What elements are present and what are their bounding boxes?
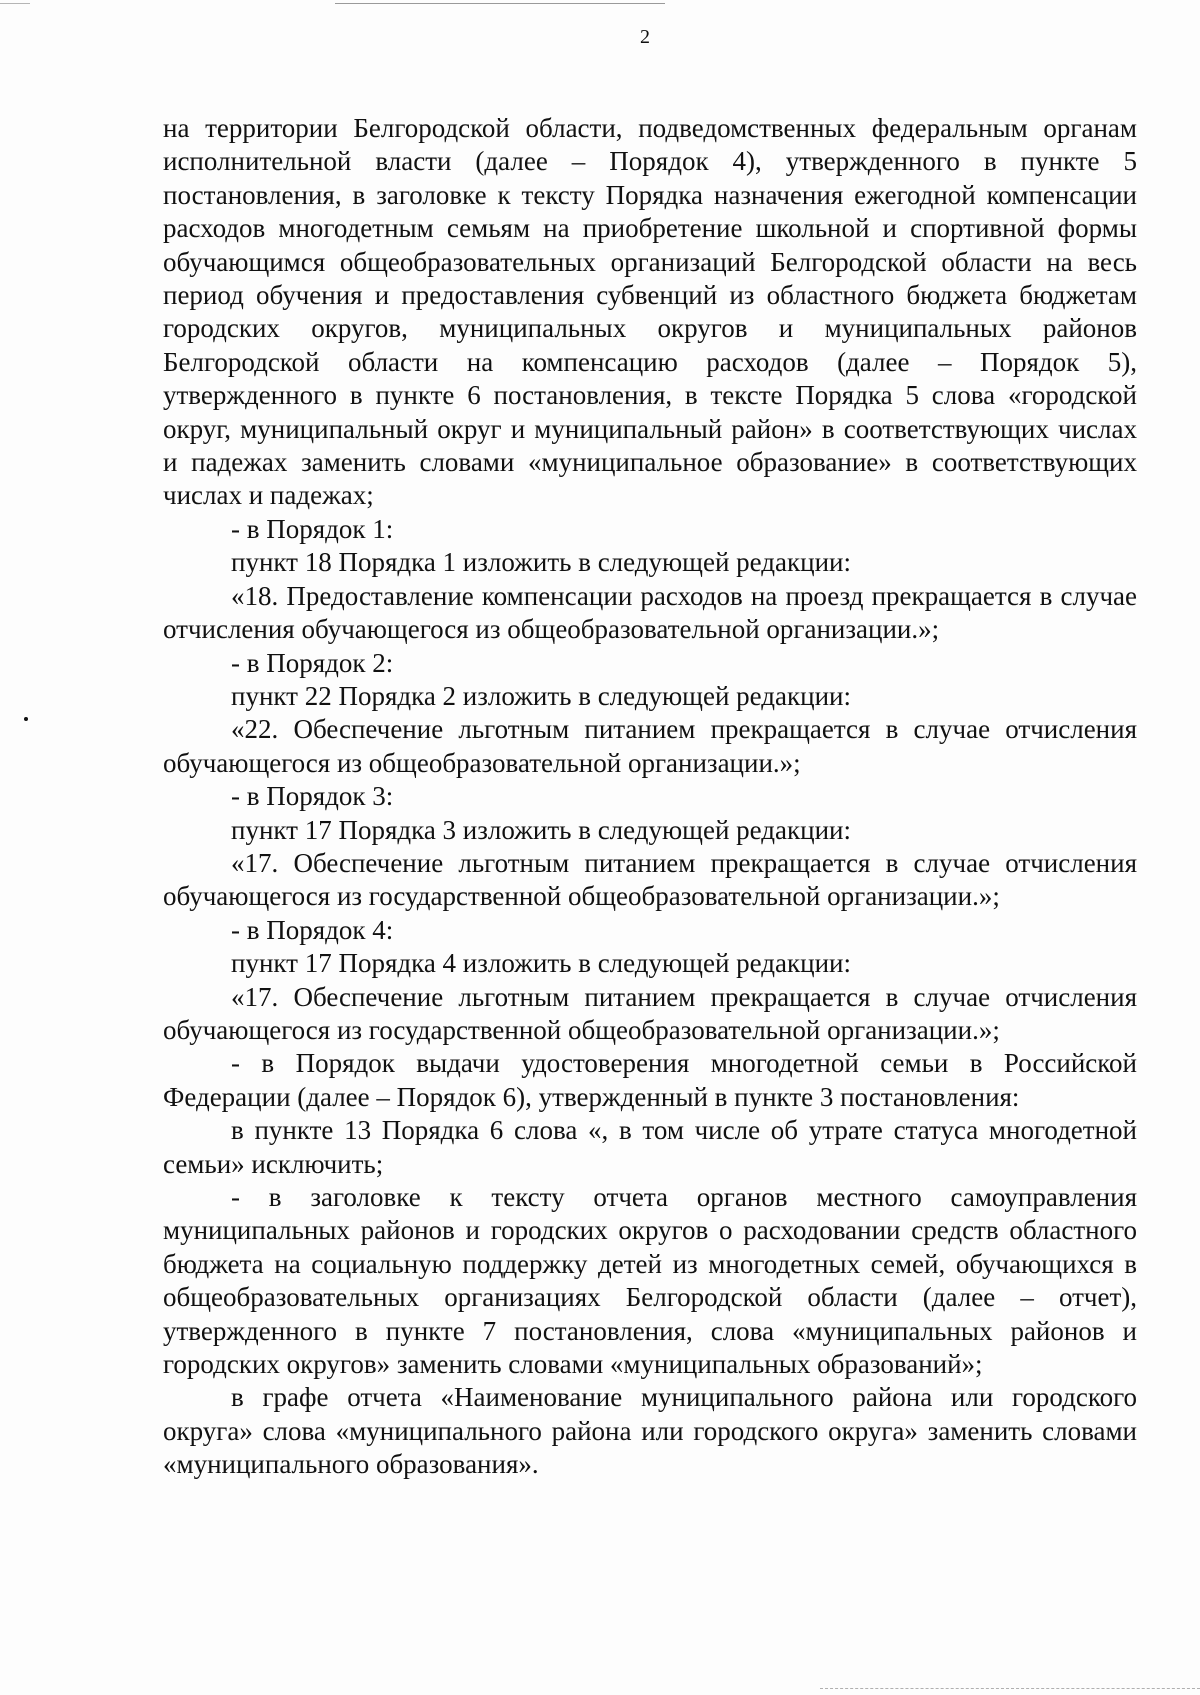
scan-speck	[24, 717, 28, 721]
paragraph: - в Порядок выдачи удостоверения многодетной семьи в Российской Федерации (далее – Порядок 6), утвержденный в пункте 3 постановления:	[163, 1048, 1137, 1112]
paragraph: в графе отчета «Наименование муниципального района или городского округа» слова «муниципального района или городского округа» заменить словами «муниципального образования».	[163, 1382, 1137, 1480]
paragraph: пункт 18 Порядка 1 изложить в следующей редакции:	[231, 547, 851, 578]
paragraph: пункт 17 Порядка 4 изложить в следующей редакции:	[231, 948, 851, 979]
paragraph: - в Порядок 1:	[231, 513, 394, 544]
paragraph: на территории Белгородской области, подведомственных федеральным органам исполнительной власти (далее – Порядок 4), утвержденного в пункте 5 постановления, в заголовке к тексту Порядка назначения ежегодной компенсации расходов многодетным семьям на приобретение школьной и спортивной формы обучающимся общеобразовательных организаций Белгородской области на весь период обучения и предоставления субвенций из областного бюджета бюджетам городских округов, муниципальных округов и муниципальных районов Белгородской области на компенсацию расходов (далее – Порядок 5), утвержденного в пункте 6 постановления, в тексте Порядка 5 слова «городской округ, муниципальный округ и муниципальный район» в соответствующих числах и падежах заменить словами «муниципальное образование» в соответствующих числах и падежах;	[163, 113, 1137, 511]
scan-artifact-line	[0, 3, 30, 4]
paragraph: - в заголовке к тексту отчета органов местного самоуправления муниципальных районов и городских округов о расходовании средств областного бюджета на социальную поддержку детей из многодетных семей, обучающихся в общеобразовательных организациях Белгородской области (далее – отчет), утвержденного в пункте 7 постановления, слова «муниципальных районов и городских округов» заменить словами «муниципальных образований»;	[163, 1182, 1137, 1380]
paragraph: пункт 17 Порядка 3 изложить в следующей редакции:	[231, 814, 851, 845]
paragraph: - в Порядок 3:	[231, 781, 394, 812]
page-number: 2	[640, 26, 650, 48]
paragraph: «22. Обеспечение льготным питанием прекращается в случае отчисления обучающегося из общеобразовательной организации.»;	[163, 714, 1137, 778]
paragraph: «17. Обеспечение льготным питанием прекращается в случае отчисления обучающегося из государственной общеобразовательной организации.»;	[163, 847, 1137, 912]
paragraph: пункт 22 Порядка 2 изложить в следующей редакции:	[231, 680, 851, 711]
paragraph: - в Порядок 2:	[231, 647, 394, 678]
paragraph: в пункте 13 Порядка 6 слова «, в том числе об утрате статуса многодетной семьи» исключить;	[163, 1115, 1137, 1179]
paragraph: - в Порядок 4:	[231, 914, 394, 945]
scan-artifact-line	[335, 3, 665, 4]
document-body	[163, 112, 1137, 1482]
paragraph: «17. Обеспечение льготным питанием прекращается в случае отчисления обучающегося из государственной общеобразовательной организации.»;	[163, 981, 1137, 1045]
scan-artifact-line	[820, 1688, 1200, 1689]
paragraph: «18. Предоставление компенсации расходов на проезд прекращается в случае отчисления обучающегося из общеобразовательной организации.»;	[163, 580, 1137, 645]
